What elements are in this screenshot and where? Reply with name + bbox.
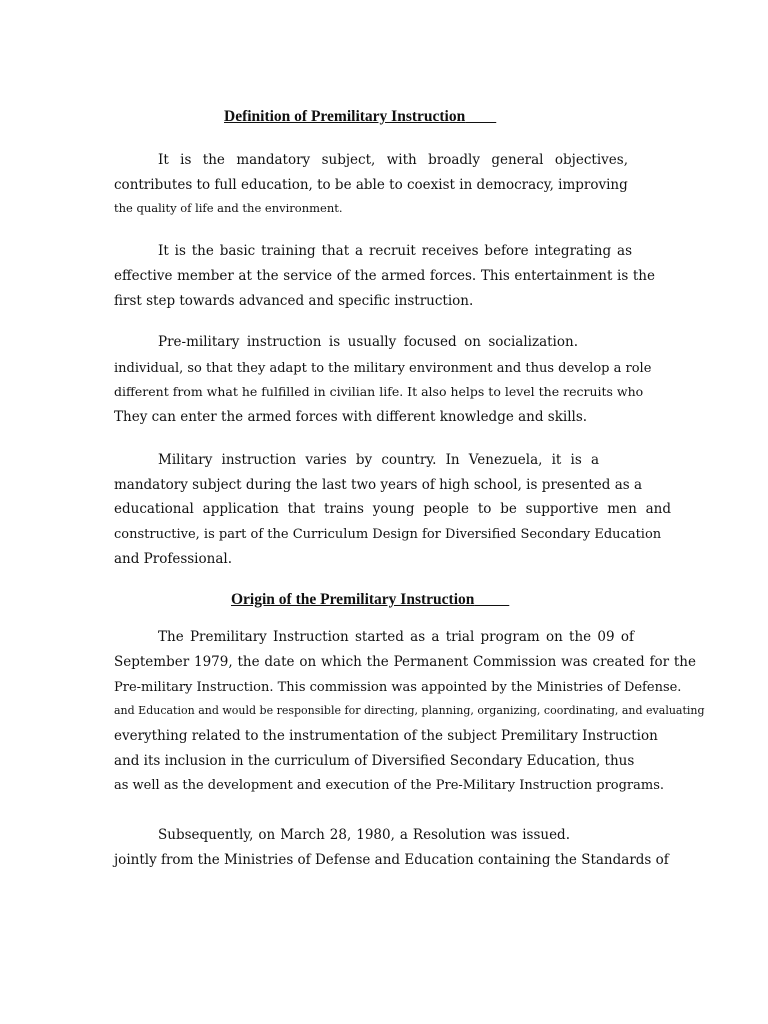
paragraph-line: and its inclusion in the curriculum of Diversified Secondary Education, thus bbox=[114, 753, 635, 769]
section-heading bbox=[231, 592, 509, 608]
paragraph-line: mandatory subject during the last two years of high school, is presented as a bbox=[114, 477, 643, 493]
paragraph-line: jointly from the Ministries of Defense and Education containing the Standards of bbox=[114, 852, 669, 868]
paragraph-line: effective member at the service of the armed forces. This entertainment is the bbox=[114, 268, 655, 284]
paragraph-line: the quality of life and the environment. bbox=[114, 201, 343, 215]
section-heading-text: Definition of Premilitary Instruction bbox=[224, 108, 466, 125]
paragraph-line: Pre-military instruction is usually focused on socialization. bbox=[158, 334, 578, 350]
paragraph-line: as well as the development and execution of the Pre-Military Instruction programs. bbox=[114, 778, 665, 793]
paragraph-line: The Premilitary Instruction started as a trial program on the 09 of bbox=[158, 629, 634, 645]
paragraph-line: first step towards advanced and specific instruction. bbox=[114, 293, 474, 309]
paragraph-line: contributes to full education, to be able to coexist in democracy, improving bbox=[114, 177, 628, 193]
paragraph-line: different from what he fulfilled in civilian life. It also helps to level the recruits who bbox=[114, 384, 644, 399]
paragraph-line: It is the mandatory subject, with broadly general objectives, bbox=[158, 152, 628, 168]
paragraph-line: Pre-military Instruction. This commission was appointed by the Ministries of Defense. bbox=[114, 680, 682, 695]
paragraph-line: September 1979, the date on which the Permanent Commission was created for the bbox=[114, 654, 696, 670]
paragraph-line: educational application that trains young people to be supportive men and bbox=[114, 501, 671, 517]
paragraph-line: They can enter the armed forces with different knowledge and skills. bbox=[114, 409, 588, 425]
section-heading bbox=[224, 109, 496, 125]
paragraph-line: individual, so that they adapt to the military environment and thus develop a role bbox=[114, 361, 652, 376]
paragraph-line: It is the basic training that a recruit receives before integrating as bbox=[158, 243, 632, 259]
paragraph-line: and Education and would be responsible for directing, planning, organizing, coordinating, and evaluating bbox=[114, 704, 705, 717]
paragraph-line: constructive, is part of the Curriculum Design for Diversified Secondary Education bbox=[114, 527, 662, 542]
paragraph-line: Military instruction varies by country. In Venezuela, it is a bbox=[158, 452, 599, 468]
paragraph-line: Subsequently, on March 28, 1980, a Resolution was issued. bbox=[158, 827, 570, 843]
paragraph-line: and Professional. bbox=[114, 551, 232, 567]
section-heading-text: Origin of the Premilitary Instruction bbox=[231, 591, 475, 608]
paragraph-line: everything related to the instrumentation of the subject Premilitary Instruction bbox=[114, 728, 658, 744]
